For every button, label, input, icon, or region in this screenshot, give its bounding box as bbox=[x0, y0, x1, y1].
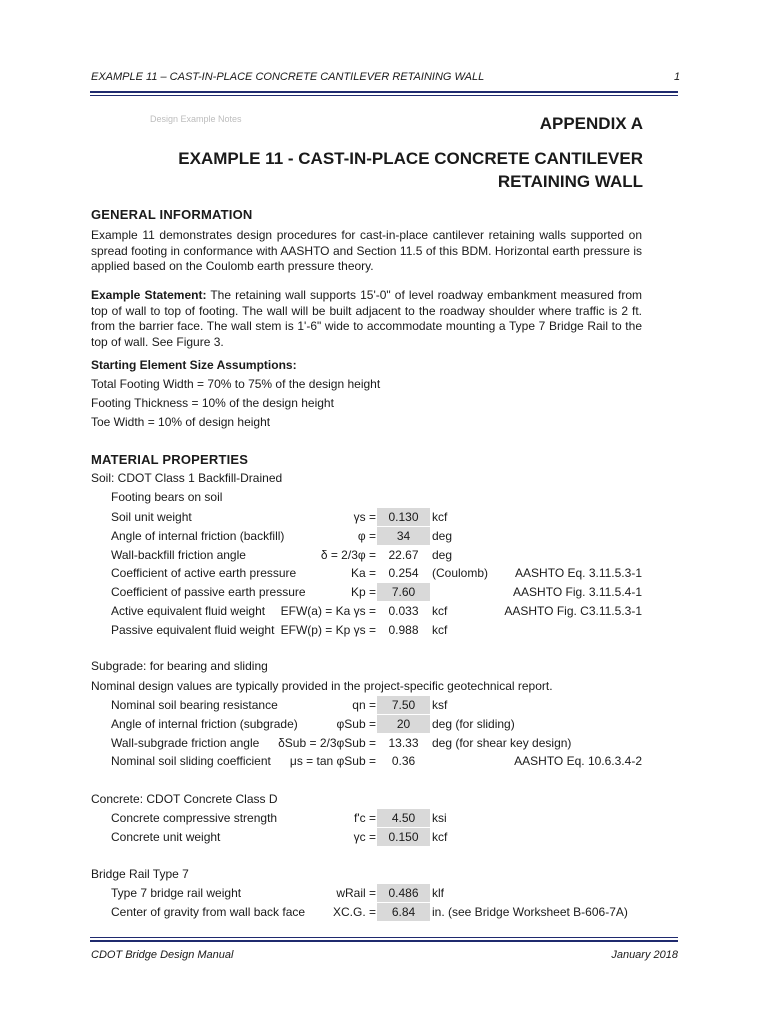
property-unit: klf bbox=[432, 886, 444, 900]
property-value[interactable]: 20 bbox=[377, 715, 430, 733]
header-rule-thin bbox=[90, 95, 678, 96]
property-symbol: μs = tan φSub = bbox=[289, 754, 376, 769]
property-row bbox=[0, 716, 768, 735]
subgrade-note: Nominal design values are typically provided in the project-specific geotechnical report. bbox=[91, 679, 553, 693]
property-value[interactable]: 7.50 bbox=[377, 696, 430, 714]
property-unit: deg bbox=[432, 547, 453, 562]
assumption-item: Toe Width = 10% of design height bbox=[91, 415, 271, 429]
property-value[interactable]: 0.130 bbox=[377, 508, 430, 526]
property-symbol: EFW(a) = Ka γs = bbox=[280, 604, 376, 618]
concrete-title: Concrete: CDOT Concrete Class D bbox=[91, 792, 278, 806]
property-unit: kcf bbox=[432, 510, 448, 524]
soil-subtitle: Footing bears on soil bbox=[111, 490, 223, 504]
property-label: Concrete compressive strength bbox=[111, 811, 278, 825]
property-value[interactable]: 34 bbox=[377, 527, 430, 545]
example-statement bbox=[91, 288, 642, 350]
property-value: 13.33 bbox=[388, 735, 419, 750]
property-symbol: XC.G. = bbox=[332, 905, 376, 919]
footer-rule-thin bbox=[90, 937, 678, 938]
property-symbol: γc = bbox=[353, 830, 376, 844]
page-number: 1 bbox=[674, 71, 681, 83]
property-row bbox=[0, 584, 768, 603]
property-label: Wall-backfill friction angle bbox=[111, 547, 246, 562]
property-value[interactable]: 0.486 bbox=[377, 884, 430, 902]
property-symbol: Ka = bbox=[350, 566, 376, 581]
rail-title: Bridge Rail Type 7 bbox=[91, 867, 189, 881]
property-symbol: φSub = bbox=[336, 716, 376, 731]
property-unit: ksf bbox=[432, 698, 448, 712]
property-reference: AASHTO Eq. 10.6.3.4-2 bbox=[514, 754, 642, 769]
property-value[interactable]: 4.50 bbox=[377, 809, 430, 827]
property-value: 0.36 bbox=[391, 754, 416, 769]
footer-rule bbox=[90, 940, 678, 942]
page-title bbox=[123, 147, 643, 193]
property-row bbox=[0, 603, 768, 622]
property-symbol: δSub = 2/3φSub = bbox=[278, 735, 376, 750]
statement-text: The retaining wall supports 15'-0" of level roadway embankment measured from top of wall to top of footing. The wall will be built adjacent to the roadway shoulder where traffic is 2 ft. from the barrier face. The wall stem is 1'-6" wide to accommodate mounting a Type 7 Bridge Rail to the top of wall. See Figure 3. bbox=[91, 288, 642, 349]
property-value: 0.988 bbox=[388, 622, 419, 637]
property-label: Coefficient of passive earth pressure bbox=[111, 585, 306, 600]
property-label: Type 7 bridge rail weight bbox=[111, 886, 242, 900]
property-unit: in. (see Bridge Worksheet B-606-7A) bbox=[432, 905, 628, 919]
running-header: EXAMPLE 11 – CAST-IN-PLACE CONCRETE CANTILEVER RETAINING WALL bbox=[91, 71, 485, 83]
property-row bbox=[0, 547, 768, 566]
property-label: Coefficient of active earth pressure bbox=[111, 566, 297, 581]
property-label: Passive equivalent fluid weight bbox=[111, 622, 275, 637]
property-row bbox=[0, 904, 768, 923]
property-row bbox=[0, 753, 768, 772]
property-value: 22.67 bbox=[388, 547, 419, 562]
material-properties-heading: MATERIAL PROPERTIES bbox=[91, 452, 249, 467]
property-label: Soil unit weight bbox=[111, 510, 192, 524]
property-row bbox=[0, 885, 768, 904]
header-rule bbox=[90, 91, 678, 93]
property-unit: deg (for shear key design) bbox=[432, 735, 572, 750]
property-value[interactable]: 0.150 bbox=[377, 828, 430, 846]
property-unit: kcf bbox=[432, 604, 448, 618]
property-symbol: Kp = bbox=[350, 585, 376, 600]
property-row bbox=[0, 622, 768, 641]
property-symbol: φ = bbox=[357, 528, 376, 543]
property-row bbox=[0, 697, 768, 716]
statement-label: Example Statement: bbox=[91, 288, 207, 302]
property-unit: kcf bbox=[432, 622, 448, 637]
property-row bbox=[0, 528, 768, 547]
property-row bbox=[0, 735, 768, 754]
property-label: Angle of internal friction (subgrade) bbox=[111, 716, 298, 731]
property-symbol: γs = bbox=[353, 510, 376, 524]
title-line-1: EXAMPLE 11 - CAST-IN-PLACE CONCRETE CANTILEVER bbox=[178, 149, 643, 168]
property-symbol: f'c = bbox=[354, 811, 376, 825]
property-label: Nominal soil bearing resistance bbox=[111, 698, 278, 712]
property-unit: ksi bbox=[432, 811, 447, 825]
property-value[interactable]: 7.60 bbox=[377, 583, 430, 601]
property-reference: AASHTO Fig. C3.11.5.3-1 bbox=[504, 604, 642, 618]
property-value: 0.033 bbox=[388, 604, 419, 618]
property-reference: AASHTO Fig. 3.11.5.4-1 bbox=[513, 585, 642, 600]
property-unit: deg (for sliding) bbox=[432, 716, 515, 731]
property-label: Wall-subgrade friction angle bbox=[111, 735, 260, 750]
faded-text: Design Example Notes bbox=[150, 114, 242, 124]
property-label: Active equivalent fluid weight bbox=[111, 604, 266, 618]
title-line-2: RETAINING WALL bbox=[497, 172, 643, 191]
property-symbol: wRail = bbox=[336, 886, 376, 900]
property-symbol: δ = 2/3φ = bbox=[320, 547, 376, 562]
assumption-item: Total Footing Width = 70% to 75% of the design height bbox=[91, 377, 381, 391]
assumption-item: Footing Thickness = 10% of the design height bbox=[91, 396, 334, 410]
property-row bbox=[0, 565, 768, 584]
property-row bbox=[0, 829, 768, 848]
property-label: Concrete unit weight bbox=[111, 830, 221, 844]
property-row bbox=[0, 810, 768, 829]
property-unit: deg bbox=[432, 528, 453, 543]
property-symbol: EFW(p) = Kp γs = bbox=[280, 622, 376, 637]
starting-assumptions-heading: Starting Element Size Assumptions: bbox=[91, 358, 297, 372]
footer-left: CDOT Bridge Design Manual bbox=[91, 949, 234, 961]
property-row bbox=[0, 509, 768, 528]
property-value: 0.254 bbox=[388, 566, 419, 581]
property-reference: AASHTO Eq. 3.11.5.3-1 bbox=[515, 566, 642, 581]
general-info-heading: GENERAL INFORMATION bbox=[91, 207, 253, 222]
general-info-paragraph: Example 11 demonstrates design procedures for cast-in-place cantilever retaining walls supported on spread footing in conformance with AASHTO and Section 11.5 of this BDM. Horizontal earth pressure is applied based on the Coulomb earth pressure theory. bbox=[91, 228, 642, 273]
property-unit: kcf bbox=[432, 830, 448, 844]
appendix-heading: APPENDIX A bbox=[539, 114, 643, 133]
property-label: Angle of internal friction (backfill) bbox=[111, 528, 285, 543]
subgrade-title: Subgrade: for bearing and sliding bbox=[91, 659, 268, 673]
property-label: Nominal soil sliding coefficient bbox=[111, 754, 271, 769]
footer-date: January 2018 bbox=[611, 949, 678, 961]
property-label: Center of gravity from wall back face bbox=[111, 905, 306, 919]
property-symbol: qn = bbox=[352, 698, 376, 712]
soil-title: Soil: CDOT Class 1 Backfill-Drained bbox=[91, 471, 283, 485]
property-unit: (Coulomb) bbox=[432, 566, 489, 581]
property-value[interactable]: 6.84 bbox=[377, 903, 430, 921]
